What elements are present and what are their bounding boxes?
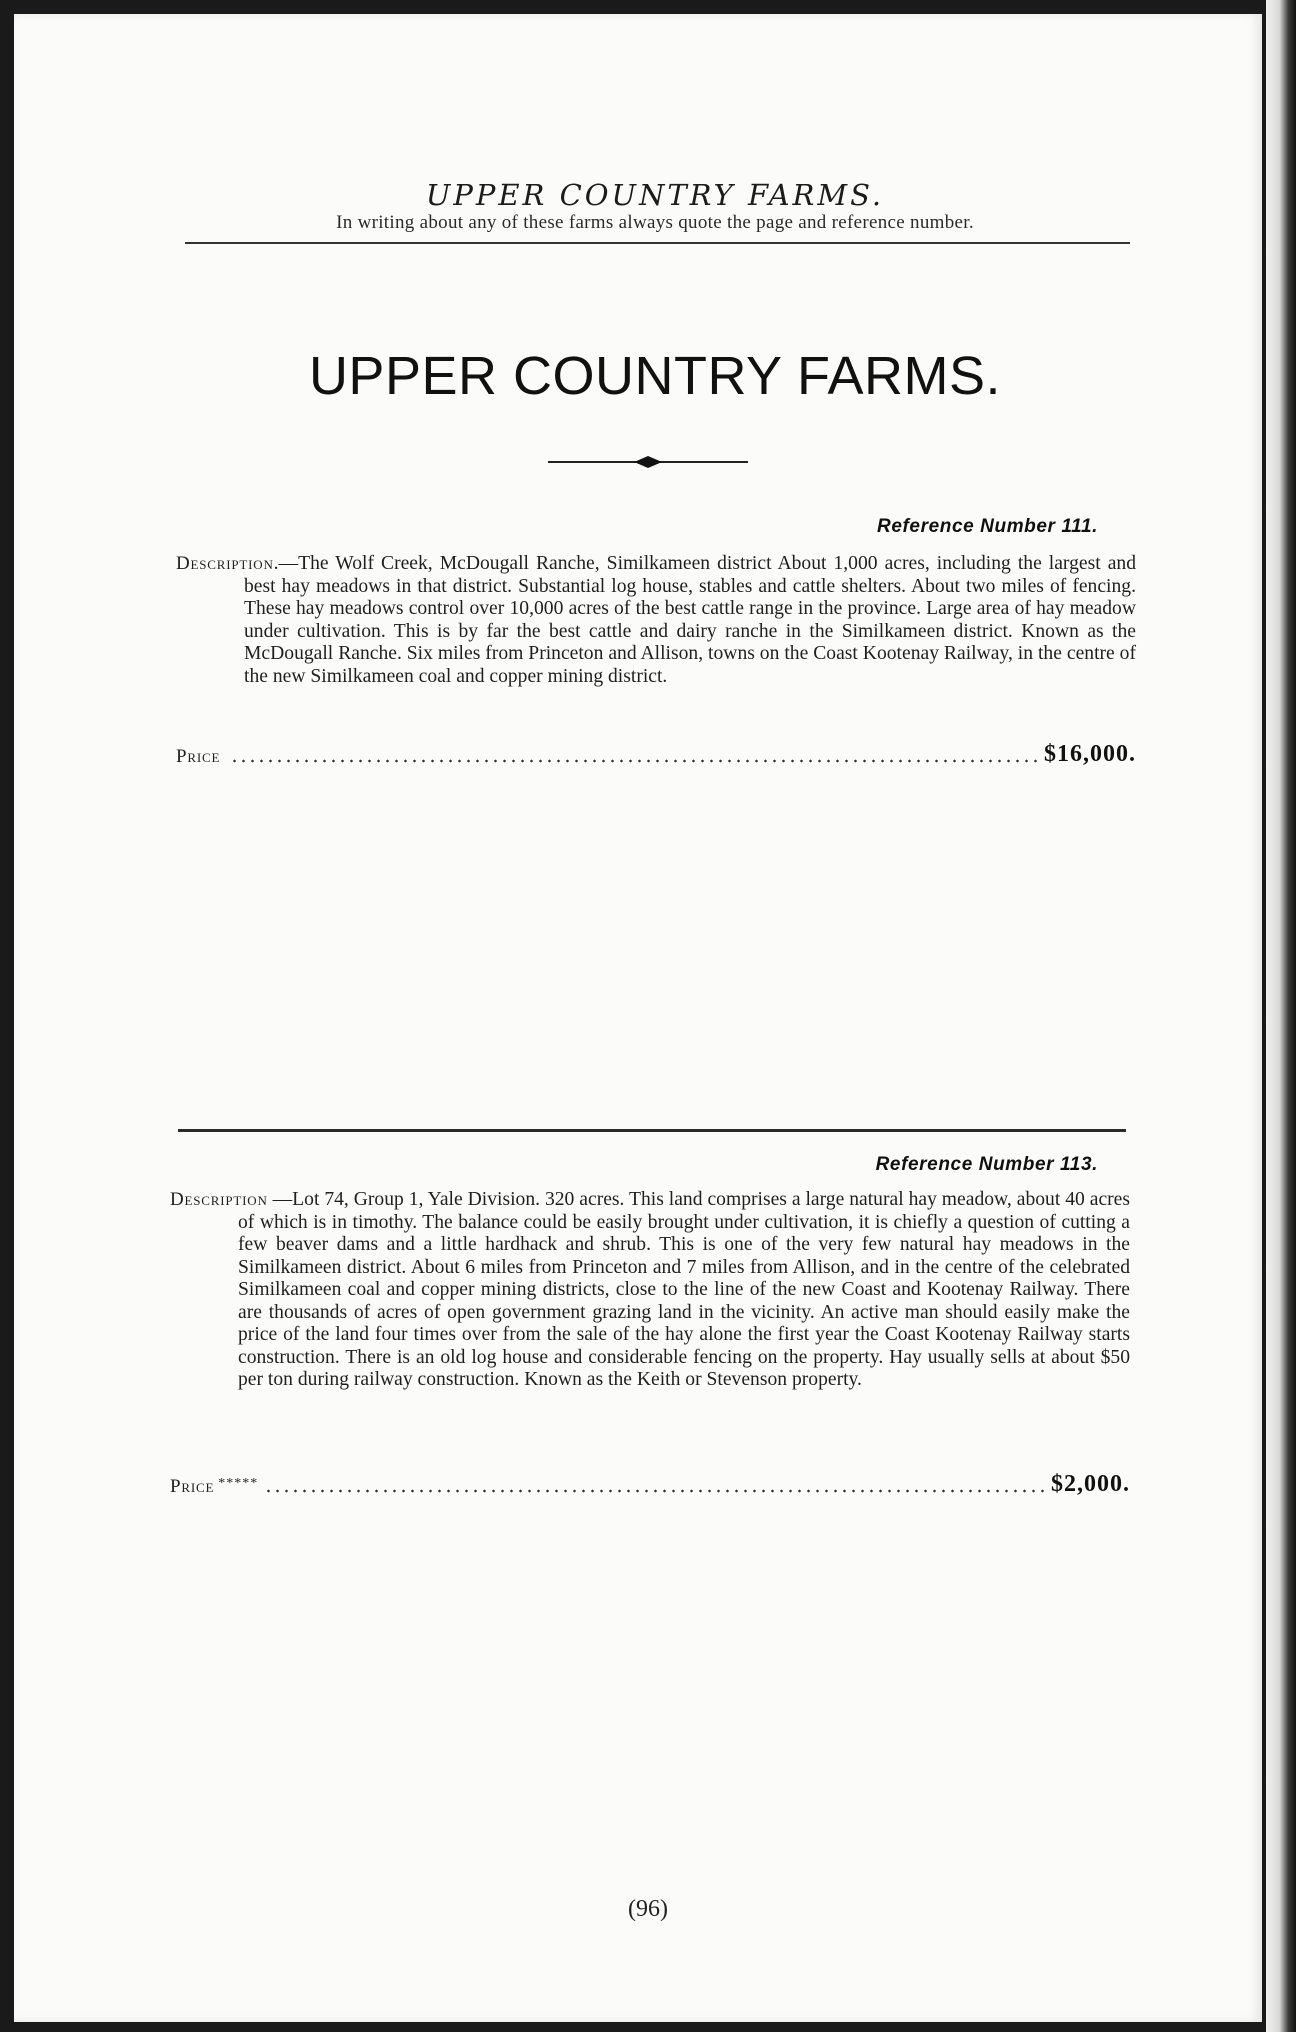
running-head-title: UPPER COUNTRY FARMS.	[425, 178, 885, 212]
dot-leader	[264, 1489, 1045, 1493]
description-text: .—The Wolf Creek, McDougall Ranche, Similkameen district About 1,000 acres, including the largest and best hay meadows in that district. Substantial log house, stables and cattle shelters. About two miles of fencing. These hay meadows control over 10,000 acres of the best cattle range in the province. Large area of hay meadow under cultivation. This is by far the best cattle and dairy ranche in the Similkameen district. Known as the McDougall Ranche. Six miles from Princeton and Allison, towns on the Coast Kootenay Railway, in the centre of the new Similkameen coal and copper mining district.	[244, 553, 1136, 687]
page-number: (96)	[628, 1896, 668, 1922]
header-rule	[185, 242, 1130, 244]
description-text: —Lot 74, Group 1, Yale Division. 320 acres. This land comprises a large natural hay meadow, about 40 acres of which is in timothy. The balance could be easily brought under cultivation, it is chiefly a question of cutting a few beaver dams and a little hardhack and shrub. This is one of the very few natural hay meadows in the Similkameen district. About 6 miles from Princeton and 7 miles from Allison, and in the centre of the celebrated Similkameen coal and copper mining districts, close to the line of the new Coast and Kootenay Railway. There are thousands of acres of open government grazing land in the vicinity. An active man should easily make the price of the land four times over from the sale of the hay alone the first year the Coast Kootenay Railway starts construction. There is an old log house and considerable fencing on the property. Hay usually sells at about $50 per ton during railway construction. Known as the Keith or Stevenson property.	[238, 1189, 1130, 1390]
price-value: $16,000.	[1044, 741, 1136, 767]
book-page	[14, 14, 1262, 2022]
price-label: Price	[176, 746, 221, 767]
dot-leader	[230, 759, 1038, 763]
price-value: $2,000.	[1051, 1471, 1130, 1497]
description-label: Description	[170, 1189, 268, 1210]
price-line	[176, 742, 1136, 768]
listing-description	[176, 553, 1136, 688]
title-ornament	[548, 455, 748, 469]
running-head-note: In writing about any of these farms always quote the page and reference number.	[336, 212, 974, 233]
reference-number: Reference Number 111.	[877, 516, 1098, 537]
price-line	[170, 1472, 1130, 1498]
price-stars: *****	[218, 1476, 259, 1491]
page-edge-shadow	[1266, 0, 1296, 2032]
section-divider	[178, 1129, 1126, 1132]
listing-description	[170, 1189, 1130, 1392]
reference-number: Reference Number 113.	[875, 1154, 1098, 1175]
description-label: Description	[176, 553, 274, 574]
price-label: Price	[170, 1476, 215, 1497]
page-title: UPPER COUNTRY FARMS.	[308, 346, 1002, 406]
